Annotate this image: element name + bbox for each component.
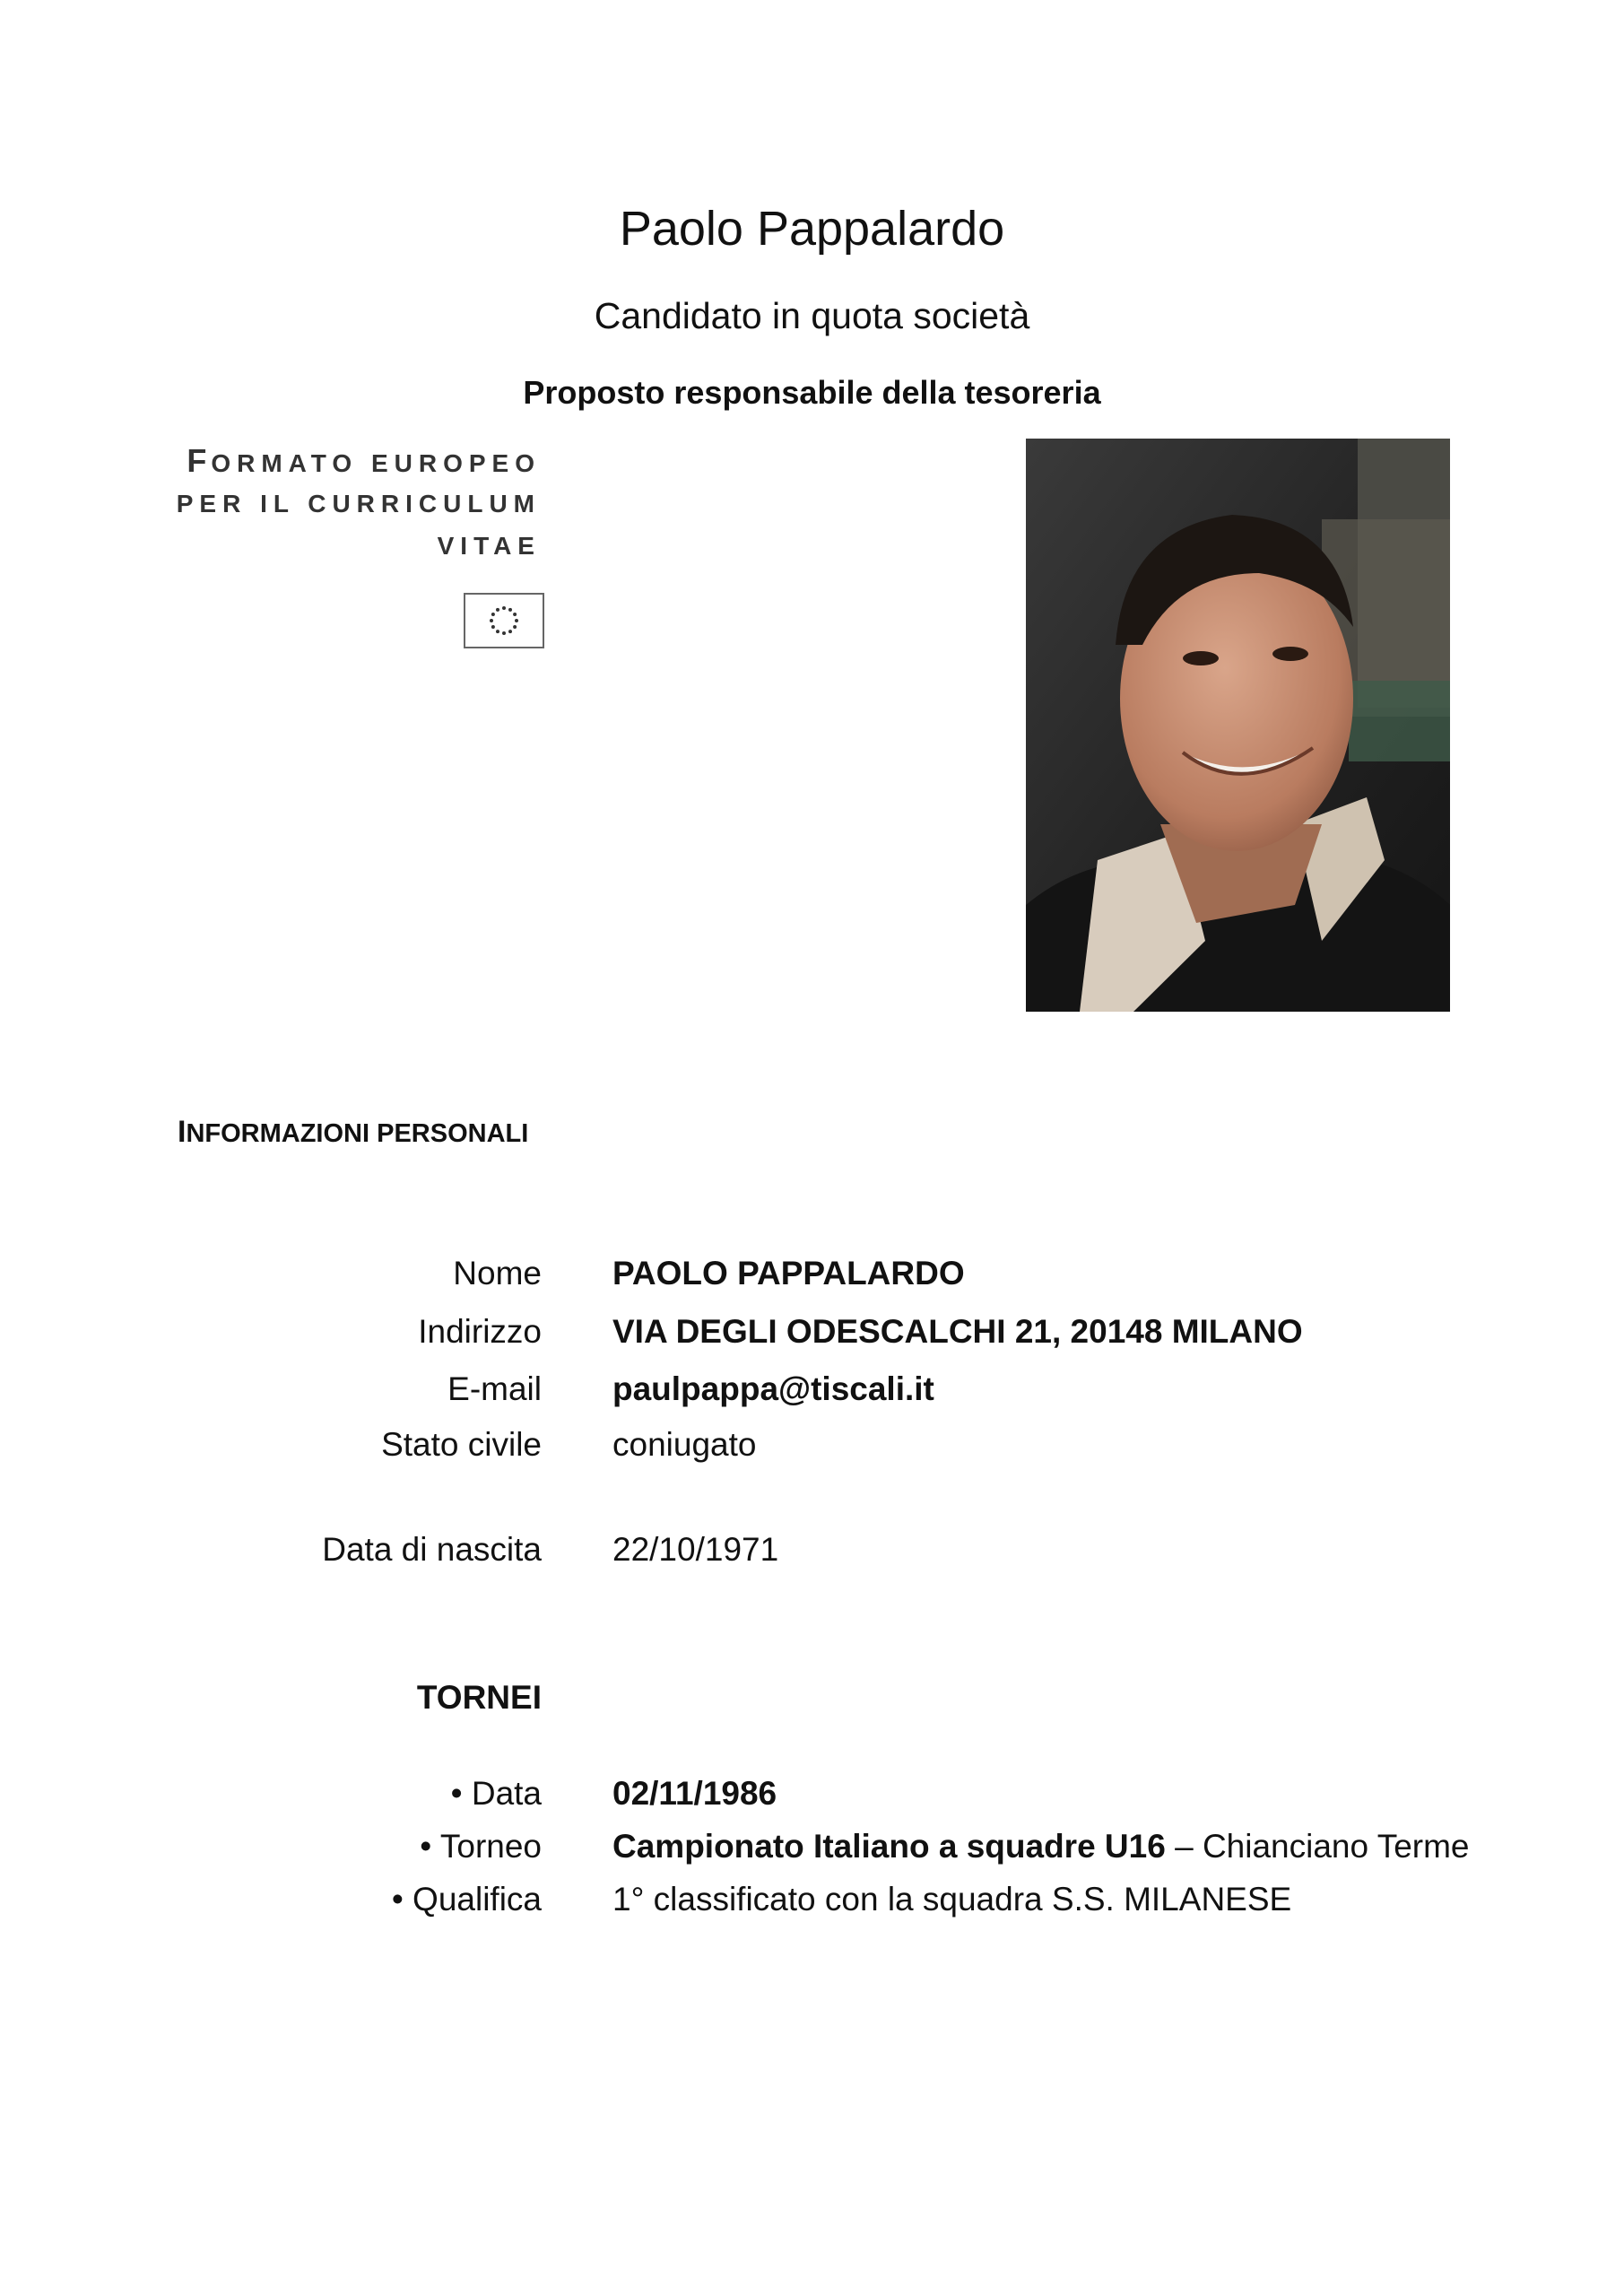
profile-photo	[1026, 439, 1450, 1012]
format-label-line3: VITAE	[437, 532, 541, 560]
format-label-rest: ORMATO EUROPEO	[211, 449, 541, 477]
tournament-date-label: • Data	[450, 1775, 542, 1812]
tournament-name-bold: Campionato Italiano a squadre U16	[612, 1828, 1166, 1865]
format-label-line2: PER IL CURRICULUM	[176, 490, 541, 517]
address-label: Indirizzo	[418, 1313, 542, 1350]
tournament-date-value: 02/11/1986	[612, 1775, 777, 1812]
tournaments-heading: TORNEI	[416, 1679, 542, 1716]
proposed-role: Proposto responsabile della tesoreria	[523, 374, 1101, 411]
tournament-name-value	[612, 1825, 1470, 1868]
birth-date-label: Data di nascita	[322, 1531, 542, 1568]
personal-info-heading-initial: I	[178, 1115, 187, 1149]
personal-info-heading	[178, 1114, 528, 1152]
marital-status-value: coniugato	[612, 1426, 757, 1463]
name-label: Nome	[453, 1255, 542, 1292]
personal-info-heading-rest: NFORMAZIONI PERSONALI	[186, 1119, 529, 1148]
marital-status-label: Stato civile	[381, 1426, 542, 1463]
tournament-location: – Chianciano Terme	[1165, 1828, 1470, 1865]
tournament-name-label: • Torneo	[420, 1828, 542, 1865]
eu-flag-icon	[464, 593, 544, 648]
format-label-line1	[187, 443, 541, 482]
qualification-label: • Qualifica	[391, 1881, 542, 1918]
candidate-subtitle: Candidato in quota società	[594, 295, 1030, 336]
address-value: VIA DEGLI ODESCALCHI 21, 20148 MILANO	[612, 1313, 1303, 1350]
page-title: Paolo Pappalardo	[619, 202, 1005, 256]
birth-date-value: 22/10/1971	[612, 1531, 779, 1568]
email-value: paulpappa@tiscali.it	[612, 1370, 934, 1407]
format-label-initial: F	[187, 442, 212, 479]
qualification-value: 1° classificato con la squadra S.S. MILANESE	[612, 1881, 1292, 1918]
name-value: PAOLO PAPPALARDO	[612, 1255, 965, 1292]
email-label: E-mail	[447, 1370, 542, 1407]
